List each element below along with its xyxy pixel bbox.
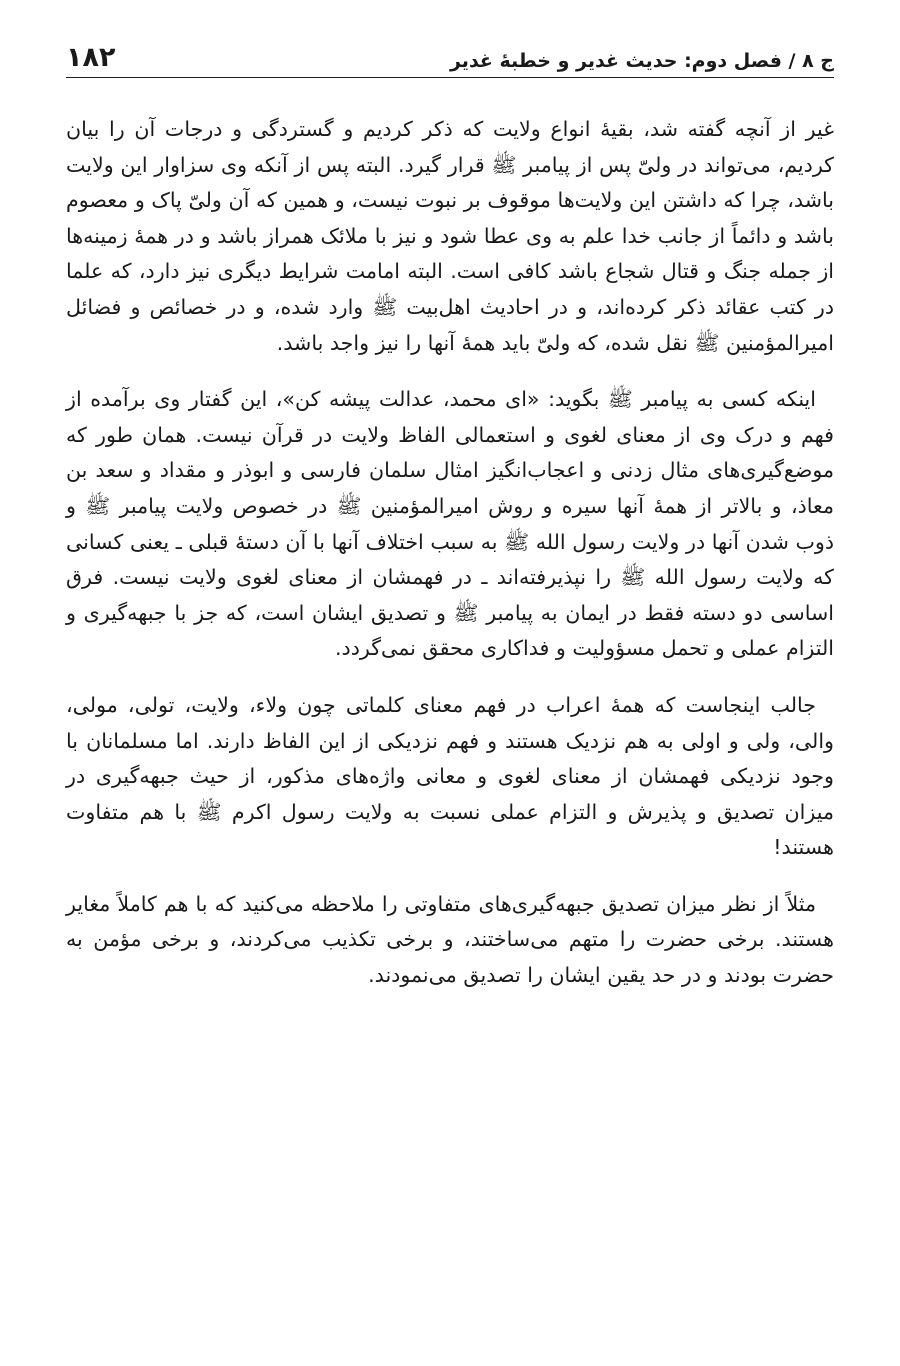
page-header <box>66 34 834 78</box>
paragraph: جالب اینجاست که همهٔ اعراب در فهم معنای کلماتی چون ولاء، ولایت، تولی، مولی، والی، ولی و اولی به هم نزدیک هستند و فهم نزدیکی از این الفاظ دارند. اما مسلمانان با وجود نزدیکی فهمشان از معنای لغوی و معانی واژه‌های مذکور، از حیث جبهه‌گیری در میزان تصدیق و پذیرش و التزام عملی نسبت به ولایت رسول اکرم ﷺ با هم متفاوت هستند! <box>66 692 834 860</box>
paragraph: مثلاً از نظر میزان تصدیق جبهه‌گیری‌های متفاوتی را ملاحظه می‌کنید که با هم کاملاً مغایر هستند. برخی حضرت را متهم می‌ساختند، و برخی تکذیب می‌کردند، و برخی مؤمن به حضرت بودند و در حد یقین ایشان را تصدیق می‌نمودند. <box>66 891 834 988</box>
paragraph: اینکه کسی به پیامبر ﷺ بگوید: «ای محمد، عدالت پیشه کن»، این گفتار وی برآمده از فهم و درک وی از معنای لغوی و استعمالی الفاظ ولایت در قرآن نیست. همان طور که موضع‌گیری‌های مثال زدنی و اعجاب‌انگیز امثال سلمان فارسی و ابوذر و مقداد و سعد بن معاذ، و بالاتر از همهٔ آنها سیره و روش امیرالمؤمنین ﷺ در خصوص ولایت پیامبر ﷺ و ذوب شدن آنها در ولایت رسول الله ﷺ به سبب اختلاف آنها با آن دستهٔ قبلی ـ یعنی کسانی که ولایت رسول الله ﷺ را نپذیرفته‌اند ـ در فهمشان از معنای لغوی ولایت نیست. فرق اساسی دو دسته فقط در ایمان به پیامبر ﷺ و تصدیق ایشان است، که جز با جبهه‌گیری و التزام عملی و تحمل مسؤولیت و فداکاری محقق نمی‌گردد. <box>66 387 834 661</box>
paragraph: غیر از آنچه گفته شد، بقیهٔ انواع ولایت که ذکر کردیم و گستردگی و درجات آن را بیان کردیم، می‌تواند در ولیّ پس از پیامبر ﷺ قرار گیرد. البته پس از آنکه وی سزاوار این ولایت باشد، چرا که داشتن این ولایت‌ها موقوف بر نبوت نیست، و همین که آن ولیّ پاک و معصوم باشد و دائماً از جانب خدا علم به وی عطا شود و نیز با ملائک همراز باشد و در همهٔ زمینه‌ها از جمله جنگ و قتال شجاع باشد کافی است. البته امامت شرایط دیگری نیز دارد، که علما در کتب عقائد ذکر کرده‌اند، و در احادیث اهل‌بیت ﷺ وارد شده، و در خصائص و فضائل امیرالمؤمنین ﷺ نقل شده، که ولیّ باید همهٔ آنها را نیز واجد باشد. <box>66 117 834 355</box>
body-text <box>66 112 834 994</box>
running-title: ج ۸ / فصل دوم: حدیث غدیر و خطبهٔ غدیر <box>449 50 834 72</box>
page-number: ۱۸۲ <box>66 42 116 73</box>
